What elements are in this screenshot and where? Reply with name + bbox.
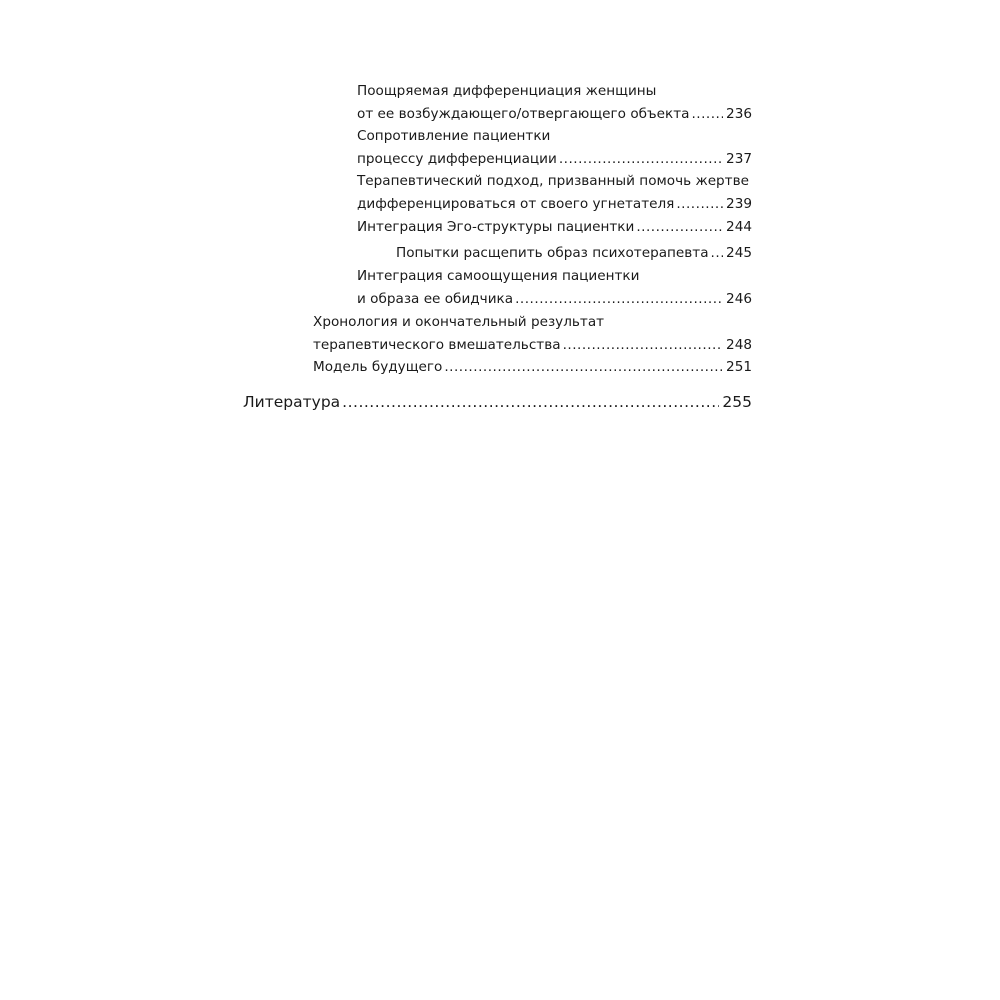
dot-leader [559, 148, 723, 171]
toc-entry-last-line [396, 242, 752, 265]
toc-entry-title-line: Терапевтический подход, призванный помочь жертве [357, 173, 749, 189]
toc-entry-title-line: Интеграция самоощущения пациентки [357, 268, 640, 284]
toc-entry[interactable] [243, 391, 752, 414]
dot-leader [342, 391, 719, 414]
toc-entry-title-line: Хронология и окончательный результат [313, 314, 605, 330]
toc-page-number: 251 [726, 359, 752, 375]
toc-page-number: 245 [726, 245, 752, 261]
dot-leader [515, 288, 723, 311]
toc-entry-title: дифференцироваться от своего угнетателя [357, 195, 675, 212]
toc-entry-title: процессу дифференциации [357, 150, 557, 167]
toc-entry-title: Интеграция Эго-структуры пациентки [357, 219, 635, 235]
dot-leader [563, 334, 723, 357]
toc-entry[interactable] [357, 265, 752, 310]
toc-entry-title: Модель будущего [313, 359, 443, 375]
toc-entry-title: Попытки расщепить образ психотерапевта [396, 245, 709, 261]
toc-entry-title: и образа ее обидчика [357, 290, 514, 307]
toc-entry-last-line [357, 193, 752, 216]
toc-entry[interactable] [357, 125, 752, 170]
toc-entry[interactable] [396, 242, 752, 265]
toc-page-number: 239 [726, 195, 752, 212]
dot-leader [444, 356, 723, 379]
toc-page-number: 255 [722, 393, 752, 411]
toc-entry-last-line [313, 334, 752, 357]
toc-page-number: 237 [726, 150, 752, 167]
toc-entry-title: Литература [243, 393, 341, 411]
toc-entry[interactable] [313, 311, 752, 356]
toc-entry-title-line: Поощряемая дифференциация женщины [357, 83, 657, 99]
dot-leader [676, 193, 723, 216]
toc-entry[interactable] [357, 170, 752, 215]
toc-entry-last-line [357, 288, 752, 311]
toc-entry-title: от ее возбуждающего/отвергающего объекта [357, 105, 690, 122]
toc-page-number: 246 [726, 290, 752, 307]
toc-page-number: 236 [726, 105, 752, 122]
toc-entry-last-line [357, 103, 752, 126]
dot-leader [691, 103, 723, 126]
toc-entry-last-line [357, 148, 752, 171]
toc-entry-last-line [357, 216, 752, 239]
dot-leader [636, 216, 723, 239]
toc-entry[interactable] [357, 80, 752, 125]
toc-entry-title: терапевтического вмешательства [313, 336, 561, 353]
toc-entry[interactable] [357, 216, 752, 239]
toc-entry-title-line: Сопротивление пациентки [357, 128, 551, 144]
toc-entry[interactable] [313, 356, 752, 379]
toc-entry-last-line [243, 391, 752, 414]
dot-leader [711, 242, 724, 265]
toc-entry-last-line [313, 356, 752, 379]
toc-page-number: 248 [726, 336, 752, 353]
toc-page-number: 244 [726, 219, 752, 235]
